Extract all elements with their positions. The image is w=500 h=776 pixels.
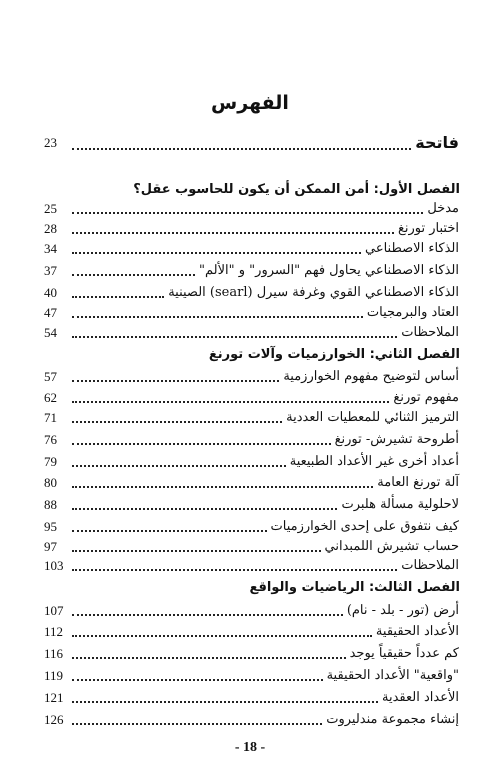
- toc-page-number: 25: [44, 201, 57, 216]
- page-number-footer: - 18 -: [234, 740, 266, 755]
- toc-entry: [44, 711, 459, 729]
- toc-entry-label: إنشاء مجموعة مندليروت: [326, 712, 459, 727]
- toc-entry: [44, 453, 459, 471]
- toc-entry-label: الأعداد العقدية: [382, 690, 459, 705]
- toc-entry: [44, 623, 459, 641]
- toc-page-number: 107: [44, 603, 64, 618]
- dot-leader: [72, 635, 372, 637]
- dot-leader: [72, 401, 389, 403]
- toc-page-number: 119: [44, 668, 64, 683]
- toc-page-number: 116: [44, 646, 64, 661]
- dot-leader: [72, 316, 363, 318]
- toc-entry: [44, 474, 459, 492]
- toc-page-number: 88: [44, 497, 57, 512]
- toc-page-number: 112: [44, 624, 64, 639]
- toc-page-number: 62: [44, 390, 57, 405]
- dot-leader: [72, 296, 164, 298]
- toc-page-number: 34: [44, 241, 57, 256]
- toc-entry-label: الأعداد الحقيقية: [375, 624, 459, 639]
- toc-entry-label: الذكاء الاصطناعي القوي وغرفة سيرل (searl) الصينية: [168, 285, 459, 300]
- toc-entry-label: أرض (تور - بلد - نام): [346, 603, 459, 618]
- dot-leader: [72, 252, 361, 254]
- toc-entry: [44, 496, 459, 514]
- dot-leader: [72, 274, 195, 276]
- toc-entry-label: مدخل: [427, 201, 459, 216]
- toc-entry: [44, 304, 459, 322]
- toc-entry: [44, 240, 459, 258]
- toc-entry: [44, 431, 459, 449]
- dot-leader: [72, 336, 397, 338]
- toc-entry-label: الذكاء الاصطناعي يحاول فهم "السرور" و "الألم": [199, 263, 459, 278]
- toc-entry: [44, 368, 459, 386]
- chapter-heading: الفصل الأول: أمن الممكن أن يكون للحاسوب عقل؟: [133, 182, 460, 197]
- toc-entry: [44, 262, 459, 280]
- dot-leader: [72, 657, 346, 659]
- toc-page-number: 76: [44, 432, 57, 447]
- toc-entry: [44, 409, 459, 427]
- chapter-heading: الفصل الثالث: الرياضيات والواقع: [249, 580, 460, 595]
- toc-entry-label: "واقعية" الأعداد الحقيقية: [326, 668, 459, 683]
- toc-entry: [44, 389, 459, 407]
- toc-page-number: 23: [44, 135, 57, 150]
- dot-leader: [72, 232, 394, 234]
- toc-page-number: 79: [44, 454, 57, 469]
- toc-entry-label: العتاد والبرمجيات: [366, 305, 459, 320]
- toc-entry-label: حساب تشيرش اللمبداني: [324, 539, 459, 554]
- toc-entry-label: الذكاء الاصطناعي: [365, 241, 459, 256]
- chapter-heading: الفصل الثاني: الخوارزميات وآلات تورنغ: [208, 347, 460, 362]
- dot-leader: [72, 723, 322, 725]
- dot-leader: [72, 486, 373, 488]
- dot-leader: [72, 530, 267, 532]
- toc-page-number: 95: [44, 519, 57, 534]
- toc-entry: [44, 284, 459, 302]
- toc-entry: [44, 557, 459, 575]
- dot-leader: [72, 443, 331, 445]
- toc-entry-label: أعداد أخرى غير الأعداد الطبيعية: [289, 454, 459, 469]
- toc-intro-row: [44, 132, 459, 154]
- toc-entry-label: أطروحة تشيرش- تورنغ: [334, 432, 459, 447]
- toc-entry-label: الملاحظات: [401, 325, 459, 340]
- toc-entry: [44, 220, 459, 238]
- toc-entry-label: أساس لتوضيح مفهوم الخوارزمية: [283, 369, 459, 384]
- dot-leader: [72, 465, 286, 467]
- toc-entry-label: الترميز الثنائي للمعطيات العددية: [286, 410, 459, 425]
- dot-leader: [72, 148, 411, 150]
- toc-page-number: 121: [44, 690, 64, 705]
- toc-page-number: 126: [44, 712, 64, 727]
- toc-entry-label: آلة تورنغ العامة: [377, 475, 459, 490]
- toc-entry: [44, 324, 459, 342]
- toc-page-number: 103: [44, 558, 64, 573]
- toc-page-number: 40: [44, 285, 57, 300]
- toc-page-number: 54: [44, 325, 57, 340]
- toc-entry-label: كم عدداً حقيقياً يوجد: [349, 646, 459, 661]
- toc-entry: [44, 518, 459, 536]
- toc-page-number: 57: [44, 369, 57, 384]
- toc-entry-label: فاتحة: [415, 133, 459, 152]
- toc-entry: [44, 689, 459, 707]
- toc-entry-label: لاحلولية مسألة هلبرت: [341, 497, 459, 512]
- dot-leader: [72, 212, 423, 214]
- toc-entry: [44, 667, 459, 685]
- toc-page-number: 71: [44, 410, 57, 425]
- toc-page-number: 47: [44, 305, 57, 320]
- toc-entry: [44, 200, 459, 218]
- toc-entry: [44, 645, 459, 663]
- dot-leader: [72, 614, 343, 616]
- dot-leader: [72, 421, 282, 423]
- toc-entry: [44, 538, 459, 556]
- dot-leader: [72, 569, 397, 571]
- dot-leader: [72, 701, 378, 703]
- dot-leader: [72, 550, 321, 552]
- dot-leader: [72, 380, 279, 382]
- toc-entry-label: الملاحظات: [401, 558, 459, 573]
- toc-page-number: 97: [44, 539, 57, 554]
- toc-page-number: 37: [44, 263, 57, 278]
- toc-entry-label: كيف نتفوق على إحدى الخوارزميات: [270, 519, 459, 534]
- dot-leader: [72, 508, 337, 510]
- toc-entry-label: مفهوم تورنغ: [393, 390, 459, 405]
- dot-leader: [72, 679, 323, 681]
- toc-page-number: 28: [44, 221, 57, 236]
- toc-page-number: 80: [44, 475, 57, 490]
- page-title: الفهرس: [211, 92, 289, 114]
- toc-entry-label: اختبار تورنغ: [397, 221, 459, 236]
- toc-entry: [44, 602, 459, 620]
